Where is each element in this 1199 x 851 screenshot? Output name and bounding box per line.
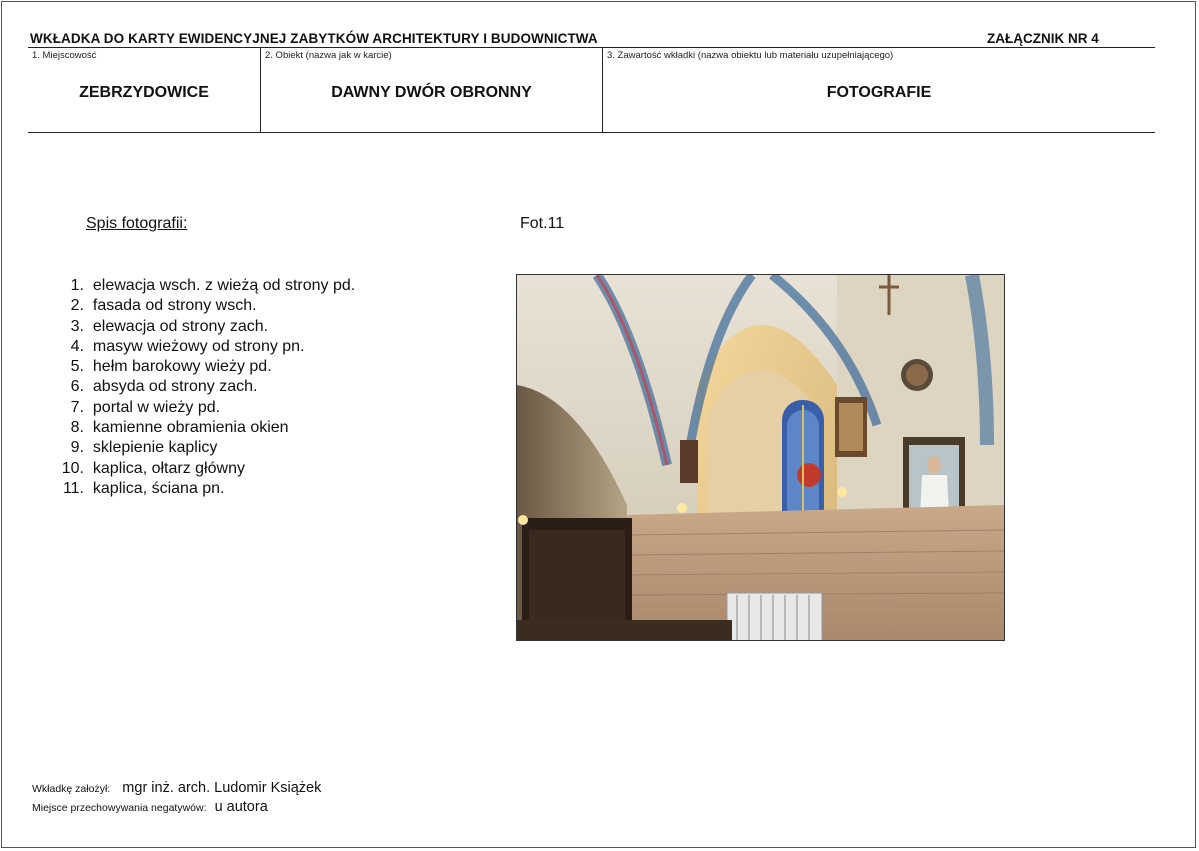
photo-list-item-number: 8. xyxy=(70,419,84,437)
header-rule xyxy=(28,47,1155,48)
object-label: 2. Obiekt (nazwa jak w karcie) xyxy=(265,50,392,61)
author-label: Wkładkę założył: xyxy=(32,783,111,795)
photo-list-item xyxy=(50,398,355,418)
content-label: 3. Zawartość wkładki (nazwa obiektu lub materiału uzupełniającego) xyxy=(607,50,894,61)
photo-list-item xyxy=(50,459,355,479)
photo-list-item-text: kaplica, ołtarz główny xyxy=(92,459,245,477)
photo-list-item-number: 4. xyxy=(70,337,84,355)
photo-list-item xyxy=(50,317,355,337)
photo-list-item-text: kaplica, ściana pn. xyxy=(92,479,225,497)
locality-value: ZEBRZYDOWICE xyxy=(79,84,209,101)
photo-list-item xyxy=(50,418,355,438)
photo-list xyxy=(50,276,355,499)
fields-bottom-rule xyxy=(28,132,1155,133)
photo-list-item-text: elewacja wsch. z wieżą od strony pd. xyxy=(92,277,356,294)
photo-list-item xyxy=(50,357,355,377)
photo-list-item-text: kamienne obramienia okien xyxy=(92,419,289,437)
storage-value: u autora xyxy=(214,799,268,815)
storage-label: Miejsce przechowywania negatywów: xyxy=(32,802,207,814)
photo-list-item xyxy=(50,296,355,316)
photo-list-item-text: portal w wieży pd. xyxy=(92,398,221,416)
photo-list-item xyxy=(50,377,355,397)
photo-list-item-number: 3. xyxy=(70,317,84,335)
photo-caption: Fot.11 xyxy=(520,215,565,232)
photo-list-item-text: absyda od strony zach. xyxy=(92,378,258,396)
photo-list-item-text: masyw wieżowy od strony pn. xyxy=(92,337,305,355)
photo-list-item-text: hełm barokowy wieży pd. xyxy=(92,358,272,376)
photo-list-item-text: fasada od strony wsch. xyxy=(92,297,257,315)
photo-list-title: Spis fotografii: xyxy=(86,215,188,232)
photo-list-item-number: 1. xyxy=(70,277,84,294)
photo-list-item-text: sklepienie kaplicy xyxy=(92,439,218,457)
photo-list-item xyxy=(50,438,355,458)
photo-list-item-number: 7. xyxy=(70,398,84,416)
photo-list-item-text: elewacja od strony zach. xyxy=(92,317,269,335)
photo-list-item-number: 11. xyxy=(62,479,84,497)
author-line xyxy=(32,780,321,796)
photo-list-item-number: 9. xyxy=(70,439,84,457)
photo-list-item-number: 6. xyxy=(70,378,84,396)
content-value: FOTOGRAFIE xyxy=(826,84,932,101)
chapel-photo xyxy=(516,274,1005,641)
locality-label: 1. Miejscowość xyxy=(32,50,97,61)
photo-list-item-number: 10. xyxy=(61,459,84,477)
photo-list-item xyxy=(50,479,355,499)
object-value: DAWNY DWÓR OBRONNY xyxy=(331,84,532,101)
annex-number: ZAŁĄCZNIK NR 4 xyxy=(987,31,1099,46)
author-value: mgr inż. arch. Ludomir Książek xyxy=(122,780,322,796)
storage-line xyxy=(32,799,268,815)
photo-list-item-number: 5. xyxy=(70,358,84,376)
form-title: WKŁADKA DO KARTY EWIDENCYJNEJ ZABYTKÓW ARCHITEKTURY I BUDOWNICTWA xyxy=(30,31,598,46)
photo-list-item xyxy=(50,276,355,296)
photo-list-item-number: 2. xyxy=(70,297,84,315)
photo-list-item xyxy=(50,337,355,357)
